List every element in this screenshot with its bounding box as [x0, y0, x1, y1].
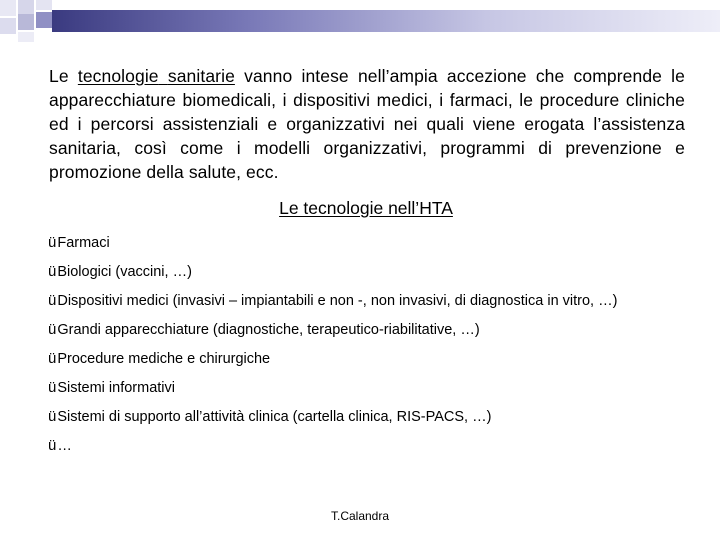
intro-term-tecnologie: tecnologie: [77, 66, 159, 86]
list-item: [48, 431, 617, 460]
checkmark-icon: ü: [48, 320, 57, 338]
intro-term-gap: [159, 66, 168, 86]
checkmark-icon: ü: [48, 291, 57, 309]
decor-square: [0, 18, 16, 34]
top-gradient-band: [52, 10, 720, 32]
list-item: [48, 373, 617, 402]
checkmark-icon: ü: [48, 262, 57, 280]
list-item-text: …: [57, 437, 72, 454]
intro-paragraph: [49, 64, 685, 184]
list-item: [48, 402, 617, 431]
checkmark-icon: ü: [48, 436, 57, 454]
checkmark-icon: ü: [48, 378, 57, 396]
intro-term-sanitarie: sanitarie: [167, 66, 235, 86]
intro-lead: Le: [49, 66, 78, 86]
section-heading: Le tecnologie nell’HTA: [279, 198, 453, 218]
decor-square: [0, 0, 16, 16]
decor-square: [18, 14, 34, 30]
checkmark-icon: ü: [48, 233, 57, 251]
list-item: [48, 257, 617, 286]
intro-rest: vanno intese nell’ampia accezione che comprende le apparecchiature biomedicali, i dispositivi medici, i farmaci, le procedure cliniche ed i percorsi assistenziali e organizzativi nei quali viene erogata l’assistenza sanitaria, così come i modelli organizzativi, programmi di prevenzione e promozione della salute, ecc.: [49, 66, 685, 182]
decor-square: [36, 12, 52, 28]
list-item-text: Grandi apparecchiature (diagnostiche, terapeutico-riabilitative, …): [57, 321, 480, 338]
technology-list: [48, 228, 617, 460]
list-item-text: Biologici (vaccini, …): [57, 263, 192, 280]
list-item-text: Sistemi informativi: [57, 379, 175, 396]
list-item-text: Procedure mediche e chirurgiche: [57, 350, 271, 367]
checkmark-icon: ü: [48, 349, 57, 367]
footer-author: T.Calandra: [330, 509, 390, 523]
list-item: [48, 228, 617, 257]
list-item: [48, 286, 617, 315]
checkmark-icon: ü: [48, 407, 57, 425]
list-item-text: Dispositivi medici (invasivi – impiantabili e non -, non invasivi, di diagnostica in vitro, …): [57, 292, 618, 309]
list-item: [48, 344, 617, 373]
decor-square: [18, 32, 34, 42]
list-item-text: Farmaci: [57, 234, 110, 251]
list-item: [48, 315, 617, 344]
list-item-text: Sistemi di supporto all’attività clinica (cartella clinica, RIS-PACS, …): [57, 408, 492, 425]
decor-square: [36, 0, 52, 10]
